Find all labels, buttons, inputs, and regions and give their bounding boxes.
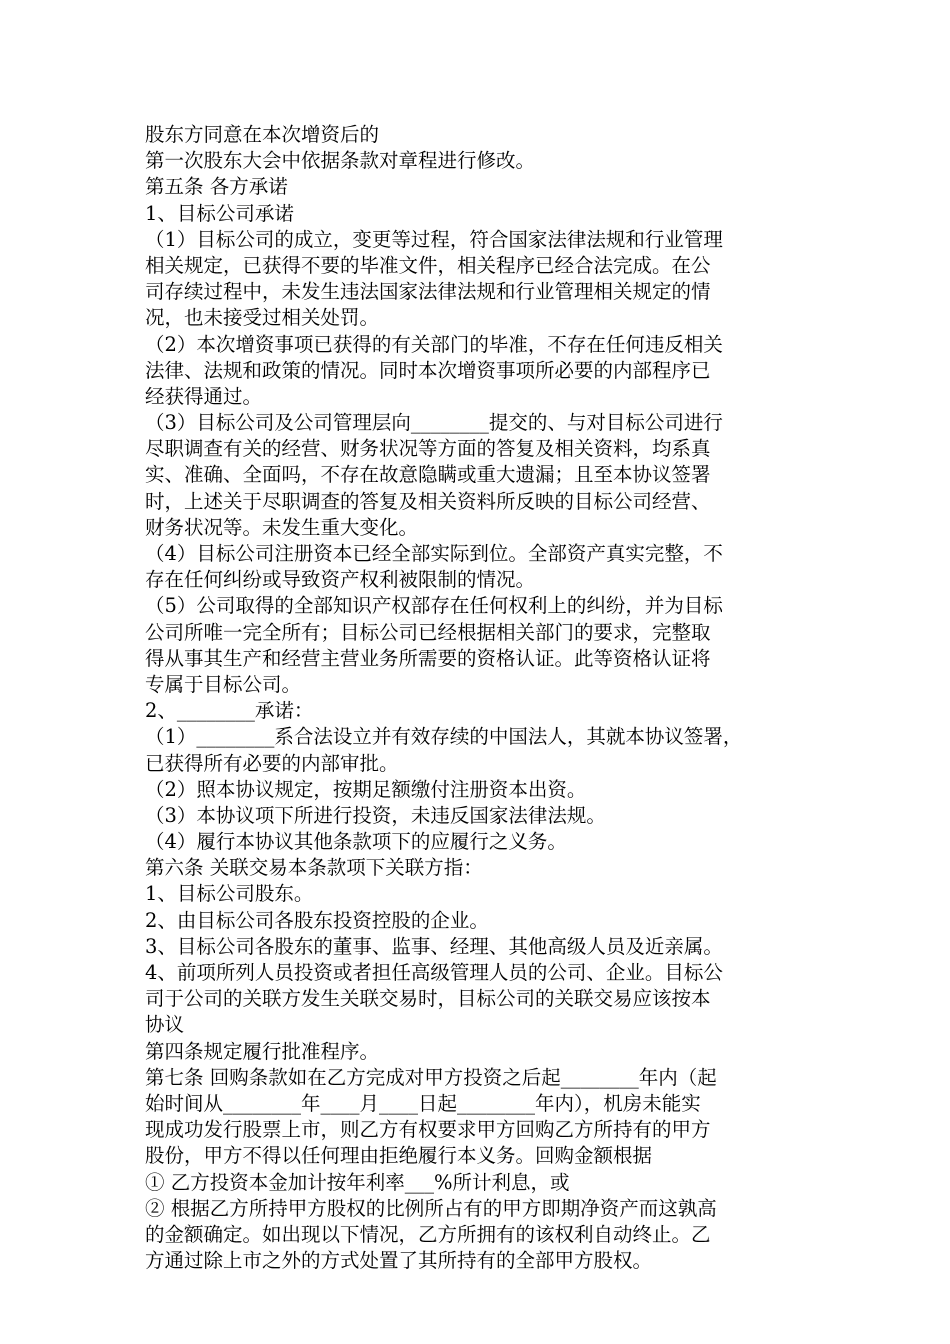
text-line: 存在任何纠纷或导致资产权利被限制的情况。 [145,568,536,592]
text-line: 已获得所有必要的内部审批。 [145,751,399,775]
text-line: 1、目标公司股东。 [145,882,314,906]
text-line: （3）目标公司及公司管理层向________提交的、与对目标公司进行 [145,411,723,435]
text-line: 时，上述关于尽职调查的答复及相关资料所反映的目标公司经营、 [145,489,711,513]
text-line: 4、前项所列人员投资或者担任高级管理人员的公司、企业。目标公 [145,961,723,984]
text-line: （5）公司取得的全部知识产权部存在任何权利上的纠纷，并为目标 [145,594,723,618]
text-line: 况，也未接受过相关处罚。 [145,306,380,330]
text-line: （2）照本协议规定，按期足额缴付注册资本出资。 [145,777,587,801]
text-line: 专属于目标公司。 [145,672,302,696]
text-line: 实、准确、全面吗，不存在故意隐瞒或重大遗漏；且至本协议签署 [145,463,711,487]
text-line: （3）本协议项下所进行投资，未违反国家法律法规。 [145,803,606,827]
text-line: ① 乙方投资本金加计按年利率___%所计利息，或 [145,1170,570,1194]
text-line: （1）目标公司的成立，变更等过程，符合国家法律法规和行业管理 [145,227,723,251]
text-line: 方通过除上市之外的方式处置了其所持有的全部甲方股权。 [145,1249,653,1273]
text-line: 股东方同意在本次增资后的 [145,123,380,146]
text-line: （1）________系合法设立并有效存续的中国法人，其就本协议签署， [145,725,743,749]
text-line: 第六条 关联交易本条款项下关联方指： [145,856,483,880]
document-body [145,122,813,1274]
text-line: 2、由目标公司各股东投资控股的企业。 [145,908,489,932]
text-line: （2）本次增资事项已获得的有关部门的毕准，不存在任何违反相关 [145,332,723,356]
text-line: 司于公司的关联方发生关联交易时，目标公司的关联交易应该按本 [145,987,711,1011]
text-line: 2、________承诺： [145,699,314,723]
text-line: （4）履行本协议其他条款项下的应履行之义务。 [145,830,567,854]
text-line: 相关规定，已获得不要的毕准文件，相关程序已经合法完成。在公 [145,253,711,277]
text-line: 经获得通过。 [145,384,263,408]
text-line: 第一次股东大会中依据条款对章程进行修改。 [145,149,536,173]
text-line: 第五条 各方承诺 [145,175,288,199]
text-line: 的金额确定。如出现以下情况，乙方所拥有的该权利自动终止。乙 [145,1222,711,1246]
text-line: 公司所唯一完全所有；目标公司已经根据相关部门的要求，完整取 [145,620,711,644]
text-line: 得从事其生产和经营主营业务所需要的资格认证。此等资格认证将 [145,646,711,670]
text-line: 第四条规定履行批准程序。 [145,1039,380,1063]
text-line: （4）目标公司注册资本已经全部实际到位。全部资产真实完整，不 [145,542,723,565]
text-line: 1、目标公司承诺 [145,201,294,225]
text-line: 尽职调查有关的经营、财务状况等方面的答复及相关资料，均系真 [145,437,711,461]
text-line: 司存续过程中，未发生违法国家法律法规和行业管理相关规定的情 [145,280,711,304]
text-line: 法律、法规和政策的情况。同时本次增资事项所必要的内部程序已 [145,358,711,382]
text-line: 股份，甲方不得以任何理由拒绝履行本义务。回购金额根据 [145,1144,653,1168]
text-line: ② 根据乙方所持甲方股权的比例所占有的甲方即期净资产而这孰高 [145,1196,717,1220]
text-line: 现成功发行股票上市，则乙方有权要求甲方回购乙方所持有的甲方 [145,1118,711,1142]
text-line: 始时间从________年____月____日起________年内），机房未能实 [145,1091,701,1115]
text-line: 第七条 回购条款如在乙方完成对甲方投资之后起________年内（起 [145,1065,717,1089]
text-line: 财务状况等。未发生重大变化。 [145,515,419,539]
text-line: 3、目标公司各股东的董事、监事、经理、其他高级人员及近亲属。 [145,934,723,958]
text-line: 协议 [145,1013,185,1037]
